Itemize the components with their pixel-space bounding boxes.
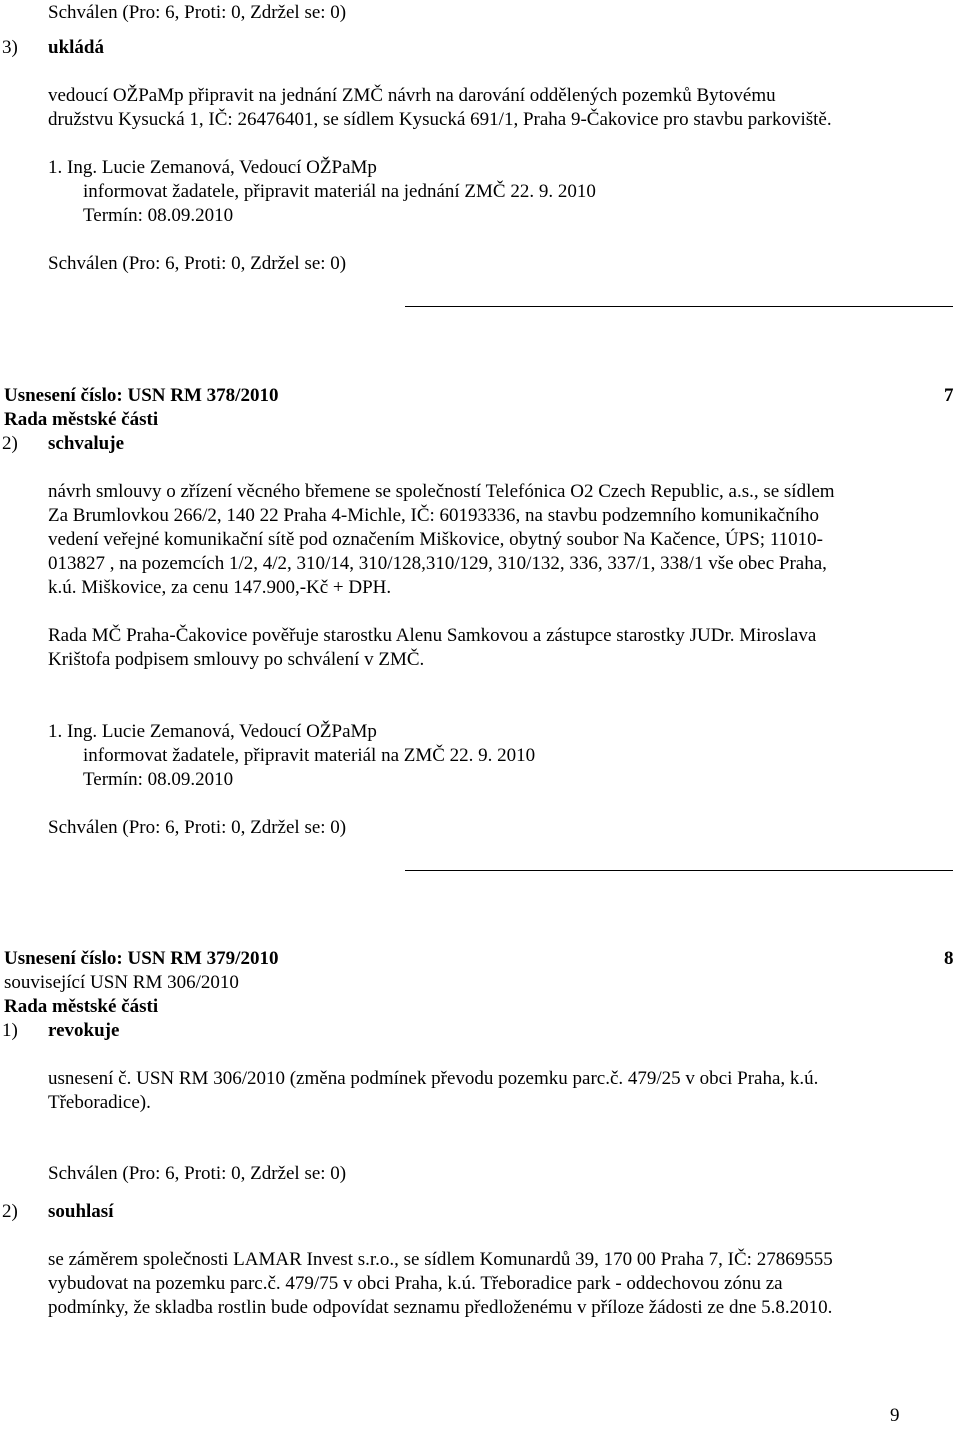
item-number: 3) <box>2 37 18 58</box>
paragraph-line: usnesení č. USN RM 306/2010 (změna podmínek převodu pozemku parc.č. 479/25 v obci Praha, k.ú. <box>48 1068 819 1089</box>
resolution-order: 8 <box>944 948 954 969</box>
paragraph-line: 013827 , na pozemcích 1/2, 4/2, 310/14, 310/128,310/129, 310/132, 336, 337/1, 338/1 vše obec Praha, <box>48 553 827 574</box>
resolution-body: Rada městské části <box>4 996 159 1017</box>
resolution-title: Usnesení číslo: USN RM 379/2010 <box>4 948 279 969</box>
vote-result: Schválen (Pro: 6, Proti: 0, Zdržel se: 0) <box>48 1163 347 1184</box>
item-number: 2) <box>2 1201 18 1222</box>
item-verb: revokuje <box>48 1020 120 1041</box>
paragraph-line: vybudovat na pozemku parc.č. 479/75 v obci Praha, k.ú. Třeboradice park - oddechovou zónu za <box>48 1273 783 1294</box>
item-verb: schvaluje <box>48 433 124 454</box>
paragraph-line: se záměrem společnosti LAMAR Invest s.r.o., se sídlem Komunardů 39, 170 00 Praha 7, IČ: 27869555 <box>48 1249 833 1270</box>
item-verb: souhlasí <box>48 1201 114 1222</box>
section-divider <box>405 306 953 307</box>
paragraph-line: Krištofa podpisem smlouvy po schválení v ZMČ. <box>48 649 425 670</box>
vote-result: Schválen (Pro: 6, Proti: 0, Zdržel se: 0) <box>48 2 347 23</box>
paragraph-line: Třeboradice). <box>48 1092 151 1113</box>
related-resolution: související USN RM 306/2010 <box>4 972 239 993</box>
item-verb: ukládá <box>48 37 104 58</box>
paragraph-line: družstvu Kysucká 1, IČ: 26476401, se sídlem Kysucká 691/1, Praha 9-Čakovice pro stavbu parkoviště. <box>48 109 832 130</box>
vote-result: Schválen (Pro: 6, Proti: 0, Zdržel se: 0) <box>48 253 347 274</box>
resolution-title: Usnesení číslo: USN RM 378/2010 <box>4 385 279 406</box>
task-action: informovat žadatele, připravit materiál na ZMČ 22. 9. 2010 <box>83 745 536 766</box>
paragraph-line: Rada MČ Praha-Čakovice pověřuje starostku Alenu Samkovou a zástupce starostky JUDr. Miroslava <box>48 625 817 646</box>
task-person: 1. Ing. Lucie Zemanová, Vedoucí OŽPaMp <box>48 157 377 178</box>
resolution-order: 7 <box>944 385 954 406</box>
item-number: 2) <box>2 433 18 454</box>
paragraph-line: k.ú. Miškovice, za cenu 147.900,-Kč + DPH. <box>48 577 392 598</box>
resolution-body: Rada městské části <box>4 409 159 430</box>
page-number: 9 <box>890 1405 900 1426</box>
paragraph-line: vedení veřejné komunikační sítě pod označením Miškovice, obytný soubor Na Kačence, ÚPS; 11010- <box>48 529 823 550</box>
paragraph-line: podmínky, že skladba rostlin bude odpovídat seznamu předloženému v příloze žádosti ze dne 5.8.2010. <box>48 1297 833 1318</box>
task-deadline: Termín: 08.09.2010 <box>83 769 234 790</box>
item-number: 1) <box>2 1020 18 1041</box>
section-divider <box>405 870 953 871</box>
task-action: informovat žadatele, připravit materiál na jednání ZMČ 22. 9. 2010 <box>83 181 596 202</box>
task-deadline: Termín: 08.09.2010 <box>83 205 234 226</box>
task-person: 1. Ing. Lucie Zemanová, Vedoucí OŽPaMp <box>48 721 377 742</box>
vote-result: Schválen (Pro: 6, Proti: 0, Zdržel se: 0) <box>48 817 347 838</box>
paragraph-line: návrh smlouvy o zřízení věcného břemene se společností Telefónica O2 Czech Republic, a.s., se sídlem <box>48 481 835 502</box>
paragraph-line: Za Brumlovkou 266/2, 140 22 Praha 4-Michle, IČ: 60193336, na stavbu podzemního komunikačního <box>48 505 819 526</box>
paragraph-line: vedoucí OŽPaMp připravit na jednání ZMČ návrh na darování oddělených pozemků Bytovému <box>48 85 776 106</box>
